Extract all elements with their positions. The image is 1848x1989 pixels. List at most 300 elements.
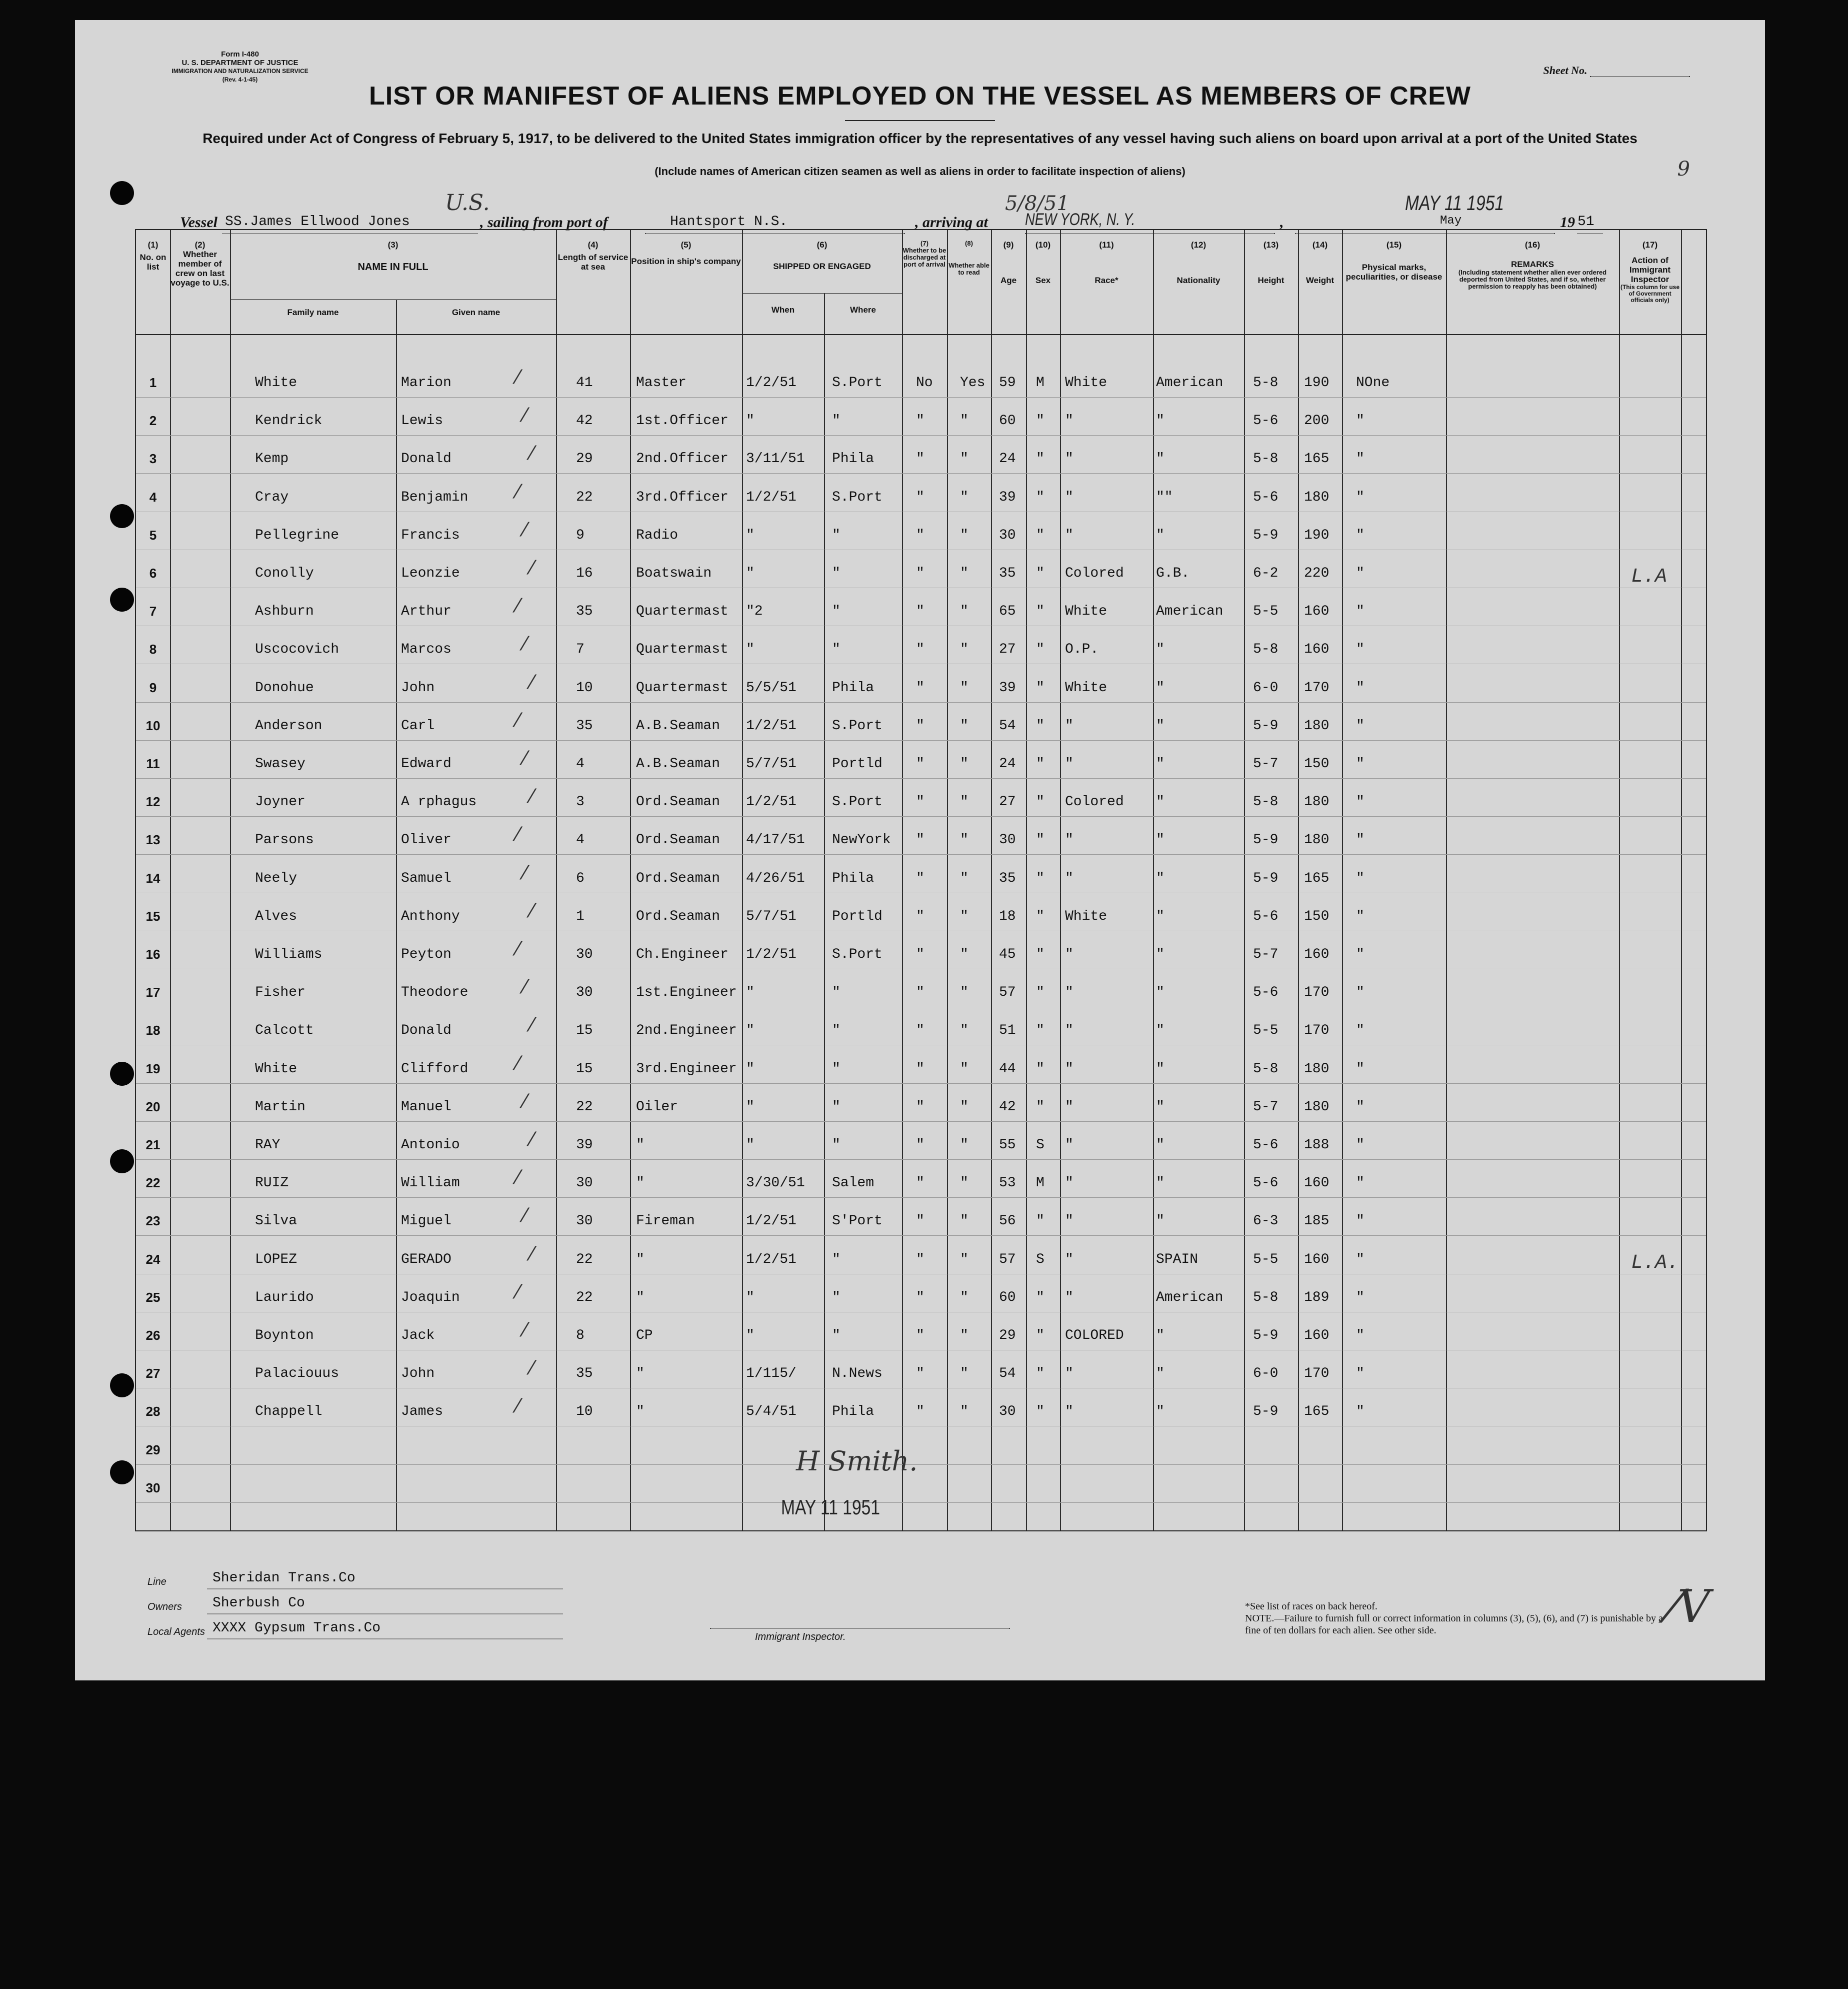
- punch-hole: [110, 1149, 134, 1173]
- discharge-cell: ": [916, 1251, 924, 1267]
- check-mark-icon: ⁄: [530, 1357, 534, 1379]
- nationality-cell: American: [1156, 375, 1224, 391]
- service-length-cell: 35: [576, 1366, 593, 1382]
- height-cell: 5-8: [1253, 1061, 1278, 1077]
- col-divider: [742, 230, 743, 1530]
- race-cell: ": [1065, 1061, 1074, 1077]
- race-cell: ": [1065, 718, 1074, 734]
- family-name-cell: Silva: [255, 1213, 298, 1229]
- service-length-cell: 8: [576, 1328, 584, 1343]
- col17-subheader: (This column for use of Government officials only): [1620, 284, 1680, 304]
- row-number: 3: [149, 451, 157, 467]
- discharge-cell: ": [916, 566, 924, 581]
- position-cell: 1st.Officer: [636, 413, 728, 429]
- position-cell: 3rd.Officer: [636, 489, 728, 505]
- inspector-action-cell: L.A.: [1631, 1251, 1680, 1274]
- discharge-cell: No: [916, 375, 933, 391]
- given-name-cell: Samuel: [401, 870, 452, 886]
- row-rule: [136, 1197, 1706, 1198]
- family-name-cell: Conolly: [255, 566, 314, 581]
- nationality-cell: ": [1156, 718, 1164, 734]
- race-cell: ": [1065, 832, 1074, 848]
- col12-header: Nationality: [1176, 276, 1220, 285]
- check-mark-icon: ⁄: [530, 1014, 534, 1036]
- weight-cell: 188: [1304, 1137, 1330, 1153]
- height-cell: 5-9: [1253, 832, 1278, 848]
- family-name-cell: Joyner: [255, 794, 306, 810]
- sex-cell: ": [1036, 1061, 1044, 1077]
- footer-note: [1245, 1600, 1665, 1636]
- weight-cell: 165: [1304, 1404, 1330, 1420]
- row-number: 20: [146, 1099, 160, 1114]
- races-note: *See list of races on back hereof.: [1245, 1601, 1378, 1612]
- service-length-cell: 4: [576, 832, 584, 848]
- able-to-read-cell: Yes: [960, 375, 986, 391]
- race-cell: ": [1065, 451, 1074, 467]
- shipped-when-cell: 3/30/51: [746, 1175, 805, 1191]
- family-name-header: Family name: [287, 308, 339, 317]
- sex-cell: ": [1036, 756, 1044, 772]
- col-divider: [1060, 230, 1061, 1530]
- row-rule: [136, 702, 1706, 703]
- shipped-where-cell: ": [832, 1023, 840, 1039]
- given-name-cell: Leonzie: [401, 566, 460, 581]
- service-length-cell: 10: [576, 1404, 593, 1420]
- check-mark-icon: ⁄: [516, 1052, 520, 1074]
- weight-cell: 160: [1304, 642, 1330, 658]
- height-cell: 5-5: [1253, 604, 1278, 620]
- race-cell: ": [1065, 1099, 1074, 1115]
- able-to-read-cell: ": [960, 604, 968, 620]
- manifest-sheet: [75, 20, 1765, 1680]
- discharge-cell: ": [916, 1404, 924, 1420]
- age-cell: 44: [999, 1061, 1016, 1077]
- family-name-cell: LOPEZ: [255, 1251, 298, 1267]
- given-name-cell: Marcos: [401, 642, 452, 658]
- col7-header: Whether to be discharged at port of arrival: [902, 247, 946, 268]
- race-cell: ": [1065, 413, 1074, 429]
- shipped-where-cell: ": [832, 1137, 840, 1153]
- given-name-cell: Antonio: [401, 1137, 460, 1153]
- row-number: 19: [146, 1061, 160, 1076]
- nationality-cell: ": [1156, 908, 1164, 924]
- discharge-cell: ": [916, 1328, 924, 1343]
- check-mark-icon: ⁄: [523, 747, 526, 769]
- check-mark-icon: ⁄: [516, 595, 520, 617]
- weight-cell: 160: [1304, 1328, 1330, 1343]
- discharge-cell: ": [916, 451, 924, 467]
- row-number: 2: [149, 413, 157, 429]
- discharge-cell: ": [916, 1175, 924, 1191]
- sailing-label: , sailing from port of: [480, 214, 608, 231]
- service-length-cell: 10: [576, 680, 593, 696]
- given-name-cell: Francis: [401, 527, 460, 543]
- physical-marks-cell: ": [1356, 604, 1364, 620]
- discharge-cell: ": [916, 908, 924, 924]
- age-cell: 54: [999, 1366, 1016, 1382]
- shipped-when-cell: ": [746, 566, 754, 581]
- weight-cell: 189: [1304, 1289, 1330, 1305]
- able-to-read-cell: ": [960, 870, 968, 886]
- able-to-read-cell: ": [960, 1404, 968, 1420]
- col3-header: NAME IN FULL: [358, 262, 428, 273]
- weight-cell: 160: [1304, 1175, 1330, 1191]
- height-cell: 5-7: [1253, 1099, 1278, 1115]
- discharge-cell: ": [916, 718, 924, 734]
- family-name-cell: Chappell: [255, 1404, 322, 1420]
- col-divider: [1681, 230, 1682, 1530]
- check-mark-icon: ⁄: [516, 709, 520, 731]
- col1-header: No. on list: [140, 253, 166, 272]
- arriving-label: , arriving at: [915, 214, 988, 231]
- height-cell: 5-8: [1253, 794, 1278, 810]
- given-name-cell: Peyton: [401, 947, 452, 962]
- sex-cell: ": [1036, 566, 1044, 581]
- page-title: LIST OR MANIFEST OF ALIENS EMPLOYED ON THE VESSEL AS MEMBERS OF CREW: [369, 82, 1471, 111]
- service-length-cell: 29: [576, 451, 593, 467]
- shipped-when-cell: 3/11/51: [746, 451, 805, 467]
- position-cell: 2nd.Engineer: [636, 1023, 737, 1039]
- check-mark-icon: ⁄: [516, 1166, 520, 1189]
- weight-cell: 170: [1304, 1366, 1330, 1382]
- discharge-cell: ": [916, 1023, 924, 1039]
- line-label: Line: [148, 1576, 166, 1587]
- row-rule: [136, 435, 1706, 436]
- race-cell: ": [1065, 947, 1074, 962]
- check-mark-icon: ⁄: [530, 1242, 534, 1265]
- given-name-cell: John: [401, 1366, 435, 1382]
- shipped-when-cell: 1/2/51: [746, 794, 796, 810]
- col-divider: [1026, 230, 1027, 1530]
- discharge-cell: ": [916, 527, 924, 543]
- race-cell: ": [1065, 870, 1074, 886]
- physical-marks-cell: ": [1356, 1099, 1364, 1115]
- service-length-cell: 4: [576, 756, 584, 772]
- family-name-cell: Parsons: [255, 832, 314, 848]
- shipped-when-cell: ": [746, 413, 754, 429]
- row-number: 13: [146, 832, 160, 848]
- punch-hole: [110, 181, 134, 205]
- nationality-cell: ": [1156, 1137, 1164, 1153]
- month-value: May: [1440, 214, 1462, 228]
- family-name-cell: Swasey: [255, 756, 306, 772]
- row-number: 25: [146, 1289, 160, 1305]
- shipped-when-cell: 5/5/51: [746, 680, 796, 696]
- service-length-cell: 6: [576, 870, 584, 886]
- sex-cell: ": [1036, 680, 1044, 696]
- race-cell: Colored: [1065, 566, 1124, 581]
- height-cell: 5-6: [1253, 908, 1278, 924]
- row-number: 26: [146, 1328, 160, 1343]
- service-length-cell: 30: [576, 1175, 593, 1191]
- sex-cell: ": [1036, 718, 1044, 734]
- physical-marks-cell: ": [1356, 642, 1364, 658]
- shipped-when-cell: 5/7/51: [746, 908, 796, 924]
- height-cell: 5-6: [1253, 489, 1278, 505]
- col12-number: (12): [1190, 240, 1206, 250]
- sex-cell: ": [1036, 794, 1044, 810]
- age-cell: 51: [999, 1023, 1016, 1039]
- row-number: 14: [146, 870, 160, 886]
- col15-header: Physical marks, peculiarities, or disease: [1346, 263, 1442, 282]
- shipped-when-cell: ": [746, 1289, 754, 1305]
- weight-cell: 160: [1304, 604, 1330, 620]
- able-to-read-cell: ": [960, 832, 968, 848]
- family-name-cell: Neely: [255, 870, 298, 886]
- us-annotation: U.S.: [445, 190, 490, 216]
- height-cell: 5-6: [1253, 1175, 1278, 1191]
- check-mark-icon: ⁄: [523, 518, 526, 541]
- nationality-cell: ": [1156, 1175, 1164, 1191]
- col-divider: [230, 230, 231, 1530]
- punch-hole: [110, 1460, 134, 1484]
- height-cell: 5-5: [1253, 1023, 1278, 1039]
- weight-cell: 180: [1304, 489, 1330, 505]
- family-name-cell: Ashburn: [255, 604, 314, 620]
- check-mark-icon: ⁄: [516, 1280, 520, 1303]
- col-divider: [824, 293, 825, 1530]
- race-cell: White: [1065, 680, 1108, 696]
- physical-marks-cell: ": [1356, 1251, 1364, 1267]
- discharge-cell: ": [916, 1137, 924, 1153]
- position-cell: ": [636, 1404, 644, 1420]
- col6-header: SHIPPED OR ENGAGED: [773, 262, 871, 271]
- form-revision: (Rev. 4-1-45): [222, 76, 258, 83]
- nationality-cell: ": [1156, 1099, 1164, 1115]
- discharge-cell: ": [916, 489, 924, 505]
- position-cell: Fireman: [636, 1213, 695, 1229]
- service-length-cell: 42: [576, 413, 593, 429]
- weight-cell: 150: [1304, 908, 1330, 924]
- physical-marks-cell: ": [1356, 1289, 1364, 1305]
- shipped-when-cell: 1/2/51: [746, 718, 796, 734]
- col13-number: (13): [1263, 240, 1279, 250]
- inspector-signature-line: [710, 1628, 1010, 1629]
- age-cell: 30: [999, 832, 1016, 848]
- header-bottom-rule: [136, 334, 1706, 335]
- shipped-when-cell: 1/2/51: [746, 947, 796, 962]
- race-cell: ": [1065, 1175, 1074, 1191]
- height-cell: 5-8: [1253, 375, 1278, 391]
- height-cell: 5-9: [1253, 718, 1278, 734]
- shipped-where-cell: S.Port: [832, 794, 882, 810]
- col4-header: Length of service at sea: [558, 253, 628, 272]
- row-number: 9: [149, 680, 157, 695]
- service-length-cell: 35: [576, 604, 593, 620]
- row-rule: [136, 1159, 1706, 1160]
- weight-cell: 170: [1304, 1023, 1330, 1039]
- row-number: 16: [146, 947, 160, 962]
- able-to-read-cell: ": [960, 413, 968, 429]
- shipped-where-cell: Portld: [832, 908, 882, 924]
- position-cell: A.B.Seaman: [636, 756, 720, 772]
- given-name-cell: Benjamin: [401, 489, 468, 505]
- race-cell: White: [1065, 908, 1108, 924]
- sheet-number-label: Sheet No.: [1543, 64, 1588, 77]
- date-annotation: 5/8/51: [1005, 192, 1070, 215]
- position-cell: Quartermast: [636, 642, 728, 658]
- shipped-where-cell: S.Port: [832, 375, 882, 391]
- sex-cell: ": [1036, 947, 1044, 962]
- row-number: 23: [146, 1213, 160, 1229]
- sex-cell: ": [1036, 1023, 1044, 1039]
- row-rule: [136, 778, 1706, 779]
- race-cell: ": [1065, 1366, 1074, 1382]
- race-cell: ": [1065, 985, 1074, 1001]
- age-cell: 30: [999, 527, 1016, 543]
- able-to-read-cell: ": [960, 451, 968, 467]
- given-name-cell: Miguel: [401, 1213, 452, 1229]
- col2-header: Whether member of crew on last voyage to U.S.: [170, 250, 230, 288]
- row-number: 29: [146, 1442, 160, 1457]
- age-cell: 65: [999, 604, 1016, 620]
- height-cell: 5-9: [1253, 870, 1278, 886]
- shipped-where-cell: ": [832, 527, 840, 543]
- row-rule: [136, 740, 1706, 741]
- given-name-cell: Lewis: [401, 413, 444, 429]
- shipped-where-cell: ": [832, 1061, 840, 1077]
- height-cell: 5-7: [1253, 947, 1278, 962]
- weight-cell: 185: [1304, 1213, 1330, 1229]
- inspector-action-cell: L.A: [1631, 566, 1668, 588]
- col9-number: (9): [1003, 240, 1014, 250]
- shipped-when-cell: ": [746, 985, 754, 1001]
- physical-marks-cell: ": [1356, 680, 1364, 696]
- row-rule: [136, 473, 1706, 474]
- include-statement: (Include names of American citizen seamen as well as aliens in order to facilitate inspection of aliens): [654, 165, 1186, 178]
- physical-marks-cell: ": [1356, 908, 1364, 924]
- position-cell: Quartermast: [636, 680, 728, 696]
- nationality-cell: ": [1156, 985, 1164, 1001]
- position-cell: Ord.Seaman: [636, 870, 720, 886]
- family-name-cell: White: [255, 375, 298, 391]
- age-cell: 29: [999, 1328, 1016, 1343]
- position-cell: ": [636, 1289, 644, 1305]
- family-name-cell: RUIZ: [255, 1175, 289, 1191]
- check-mark-icon: ⁄: [523, 1204, 526, 1227]
- shipped-when-cell: ": [746, 1328, 754, 1343]
- inspector-signature: H Smith.: [796, 1445, 918, 1477]
- row-number: 8: [149, 642, 157, 657]
- able-to-read-cell: ": [960, 1289, 968, 1305]
- nationality-cell: ": [1156, 413, 1164, 429]
- row-rule: [136, 1464, 1706, 1465]
- sex-cell: S: [1036, 1251, 1044, 1267]
- given-name-cell: John: [401, 680, 435, 696]
- col14-number: (14): [1312, 240, 1328, 250]
- col-divider: [947, 230, 948, 1530]
- given-name-header: Given name: [452, 308, 500, 317]
- age-cell: 56: [999, 1213, 1016, 1229]
- age-cell: 39: [999, 680, 1016, 696]
- nationality-cell: American: [1156, 604, 1224, 620]
- agents-label: Local Agents: [148, 1626, 205, 1637]
- sheet-number-field: [1590, 66, 1690, 77]
- nationality-cell: ": [1156, 1023, 1164, 1039]
- service-length-cell: 39: [576, 1137, 593, 1153]
- col2-number: (2): [194, 240, 206, 250]
- discharge-cell: ": [916, 1366, 924, 1382]
- col5-number: (5): [680, 240, 692, 250]
- able-to-read-cell: ": [960, 1023, 968, 1039]
- sex-cell: ": [1036, 832, 1044, 848]
- given-name-cell: Marion: [401, 375, 452, 391]
- nationality-cell: ": [1156, 832, 1164, 848]
- note-text: —Failure to furnish full or correct information in columns (3), (5), (6), and (7) is punishable by a fine of ten dollars for each alien. See other side.: [1245, 1613, 1663, 1636]
- family-name-cell: Donohue: [255, 680, 314, 696]
- weight-cell: 180: [1304, 832, 1330, 848]
- nationality-cell: ": [1156, 1213, 1164, 1229]
- able-to-read-cell: ": [960, 1099, 968, 1115]
- age-cell: 42: [999, 1099, 1016, 1115]
- age-cell: 24: [999, 756, 1016, 772]
- nationality-cell: ": [1156, 870, 1164, 886]
- title-rule: [845, 120, 995, 121]
- weight-cell: 165: [1304, 870, 1330, 886]
- service-length-cell: 3: [576, 794, 584, 810]
- nationality-cell: ": [1156, 1366, 1164, 1382]
- col8-number: (8): [965, 240, 973, 247]
- physical-marks-cell: ": [1356, 1061, 1364, 1077]
- col-divider: [1342, 230, 1343, 1530]
- shipped-when-cell: 1/2/51: [746, 489, 796, 505]
- row-number: 30: [146, 1480, 160, 1495]
- sex-cell: ": [1036, 1366, 1044, 1382]
- weight-cell: 160: [1304, 947, 1330, 962]
- check-mark-icon: ⁄: [530, 899, 534, 922]
- nationality-cell: SPAIN: [1156, 1251, 1198, 1267]
- discharge-cell: ": [916, 756, 924, 772]
- given-name-cell: Joaquin: [401, 1289, 460, 1305]
- age-cell: 55: [999, 1137, 1016, 1153]
- col11-header: Race*: [1094, 276, 1118, 285]
- shipped-when-cell: ": [746, 1061, 754, 1077]
- age-cell: 57: [999, 1251, 1016, 1267]
- height-cell: 5-9: [1253, 1404, 1278, 1420]
- row-number: 28: [146, 1404, 160, 1419]
- physical-marks-cell: ": [1356, 1023, 1364, 1039]
- shipped-when-cell: ": [746, 1137, 754, 1153]
- age-cell: 35: [999, 566, 1016, 581]
- able-to-read-cell: ": [960, 718, 968, 734]
- position-cell: A.B.Seaman: [636, 718, 720, 734]
- row-number: 15: [146, 908, 160, 924]
- shipped-when-cell: 1/2/51: [746, 1213, 796, 1229]
- weight-cell: 165: [1304, 451, 1330, 467]
- family-name-cell: Palaciouus: [255, 1366, 340, 1382]
- row-rule: [136, 1502, 1706, 1503]
- given-name-cell: Jack: [401, 1328, 435, 1343]
- row-number: 7: [149, 604, 157, 619]
- col-divider: [170, 230, 171, 1530]
- agents-underline: [208, 1638, 562, 1639]
- shipped-when-cell: 1/115/: [746, 1366, 796, 1382]
- service-length-cell: 15: [576, 1023, 593, 1039]
- height-cell: 5-8: [1253, 642, 1278, 658]
- shipped-where-cell: Phila: [832, 870, 874, 886]
- service-length-cell: 30: [576, 1213, 593, 1229]
- discharge-cell: ": [916, 870, 924, 886]
- weight-cell: 180: [1304, 718, 1330, 734]
- when-header: When: [771, 305, 795, 315]
- row-number: 18: [146, 1023, 160, 1038]
- owners-underline: [208, 1613, 562, 1614]
- height-cell: 6-0: [1253, 680, 1278, 696]
- age-cell: 39: [999, 489, 1016, 505]
- sex-cell: ": [1036, 1289, 1044, 1305]
- race-cell: ": [1065, 527, 1074, 543]
- shipped-when-cell: 1/2/51: [746, 1251, 796, 1267]
